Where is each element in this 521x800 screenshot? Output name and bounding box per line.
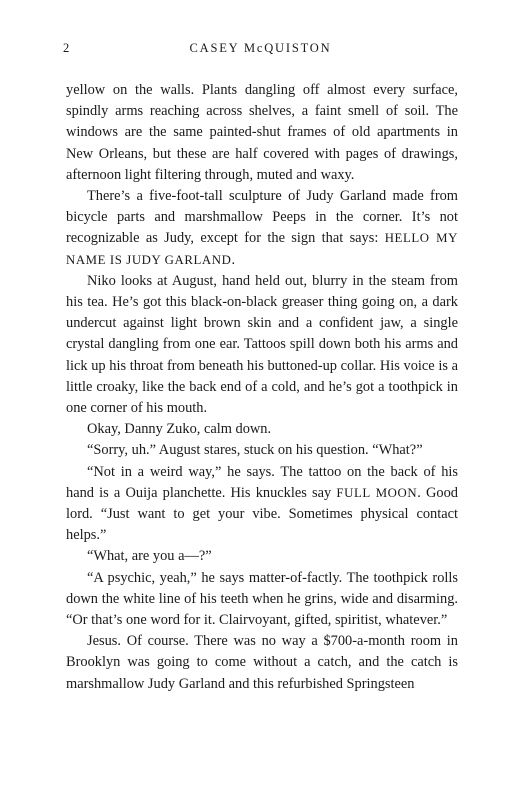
paragraph-2-text: There’s a five-foot-tall sculpture of Judy Garland made from bicycle parts and marshmallow Peeps in the corner. It’s not recognizable as Judy, except for the sign that says: bbox=[66, 188, 458, 247]
running-head bbox=[63, 40, 458, 56]
paragraph-8: “A psychic, yeah,” he says matter-of-factly. The toothpick rolls down the white line of his teeth when he grins, wide and disarming. “Or that’s one word for it. Clairvoyant, gifted, spiritist, whatever.” bbox=[66, 569, 458, 629]
body-text bbox=[66, 80, 458, 695]
paragraph-9: Jesus. Of course. There was no way a $700-a-month room in Brooklyn was going to come without a catch, and the catch is marshmallow Judy Garland and this refurbished Springsteen bbox=[66, 633, 458, 692]
paragraph-2 bbox=[66, 186, 458, 271]
page-number: 2 bbox=[63, 41, 70, 55]
paragraph-6-end: . Good lord. “Just want to get your vibe. Sometimes physical contact helps.” bbox=[66, 484, 458, 544]
paragraph-3: Niko looks at August, hand held out, blurry in the steam from his tea. He’s got this black-on-black greaser thing going on, a dark undercut against light brown skin and a confident jaw, a single crystal dangling from one ear. Tattoos spill down both his arms and lick up his throat from beneath his buttoned-up collar. His voice is a little croaky, like the back end of a cold, and he’s got a toothpick in one corner of his mouth. bbox=[66, 272, 458, 417]
paragraph-4: Okay, Danny Zuko, calm down. bbox=[87, 421, 272, 438]
knuckle-tattoo-text: FULL MOON bbox=[336, 485, 418, 500]
paragraph-6-text: “Not in a weird way,” he says. The tattoo on the back of his hand is a Ouija planchette. His knuckles say bbox=[66, 463, 458, 501]
paragraph-2-end: . bbox=[231, 251, 236, 268]
author-running-head: CASEY McQUISTON bbox=[189, 41, 332, 55]
paragraph-7: “What, are you a—?” bbox=[87, 548, 212, 565]
judy-sign-text: HELLO MY NAME IS JUDY GARLAND bbox=[66, 231, 459, 267]
paragraph-1: yellow on the walls. Plants dangling off almost every surface, spindly arms reaching across shelves, a faint smell of soil. The windows are the same painted-shut frames of old apartments in New Orleans, but these are half covered with pages of drawings, afternoon light filtering through, muted and waxy. bbox=[66, 82, 458, 183]
paragraph-6 bbox=[66, 462, 458, 547]
paragraph-5: “Sorry, uh.” August stares, stuck on his question. “What?” bbox=[87, 442, 423, 459]
